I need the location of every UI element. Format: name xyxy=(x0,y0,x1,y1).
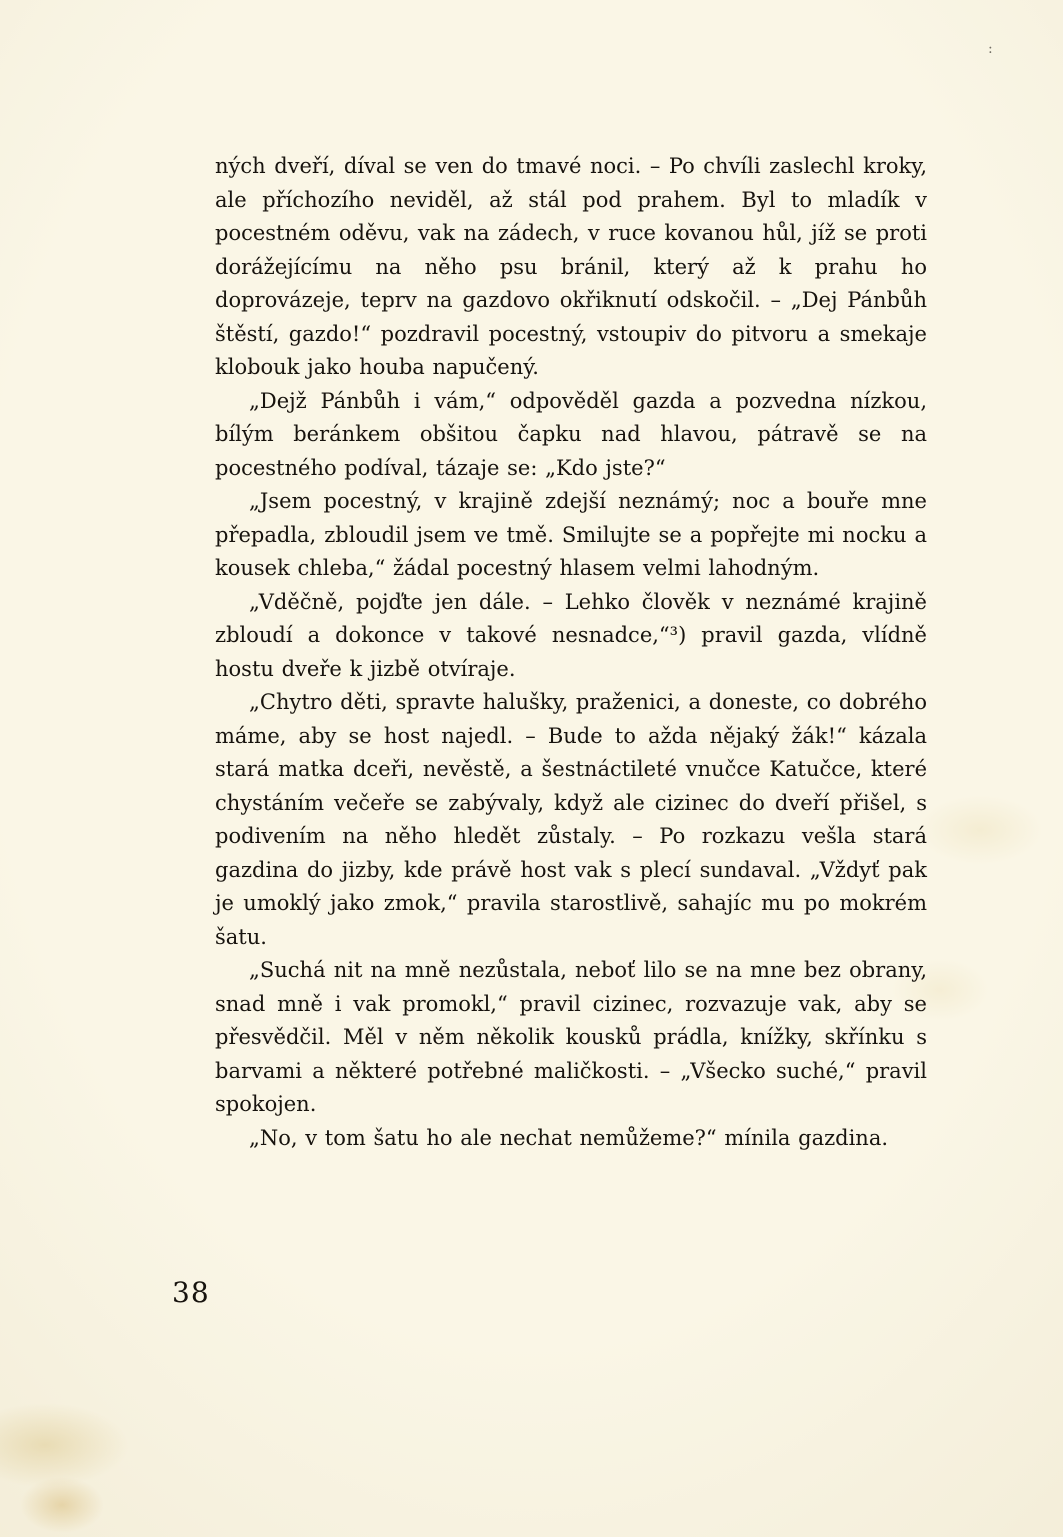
paragraph: ných dveří, díval se ven do tmavé noci. – Po chvíli zaslechl kroky, ale příchozího neviděl, až stál pod prahem. Byl to mladík v pocestném oděvu, vak na zádech, v ruce kovanou hůl, jíž se proti dorážejícímu na něho psu bránil, který až k prahu ho doprovázeje, teprv na gazdovo okřiknutí odskočil. – „Dej Pánbůh štěstí, gazdo!“ pozdravil pocestný, vstoupiv do pitvoru a smekaje klobouk jako houba napučený. xyxy=(215,154,927,379)
paragraph: „Suchá nit na mně nezůstala, neboť lilo se na mne bez obrany, snad mně i vak promokl,“ pravil cizinec, rozvazuje vak, aby se přesvědčil. Měl v něm několik kousků prádla, knížky, skřínku s barvami a některé potřebné maličkosti. – „Všecko suché,“ pravil spokojen. xyxy=(215,958,927,1116)
paragraph: „Dejž Pánbůh i vám,“ odpověděl gazda a pozvedna nízkou, bílým beránkem obšitou čapku nad hlavou, pátravě se na pocestného podíval, tázaje se: „Kdo jste?“ xyxy=(215,388,927,480)
paragraph: „Jsem pocestný, v krajině zdejší neznámý; noc a bouře mne přepadla, zbloudil jsem ve tmě. Smilujte se a popřejte mi nocku a kousek chleba,“ žádal pocestný hlasem velmi lahodným. xyxy=(215,489,927,580)
paragraph: „Vděčně, pojďte jen dále. – Lehko člověk v neznámé krajině zbloudí a dokonce v takové nesnadce,“³) pravil gazda, vlídně hostu dveře k jizbě otvíraje. xyxy=(215,589,927,681)
text-block xyxy=(215,150,927,1155)
scan-artifact: : xyxy=(988,41,993,57)
page-number: 38 xyxy=(172,1276,210,1309)
paragraph: „No, v tom šatu ho ale nechat nemůžeme?“ mínila gazdina. xyxy=(249,1125,889,1150)
paragraph: „Chytro děti, spravte halušky, praženici, a doneste, co dobrého máme, aby se host najedl. – Bude to ažda nějaký žák!“ kázala stará matka dceři, nevěstě, a šestnáctileté vnučce Katučce, které chystáním večeře se zabývaly, když ale cizinec do dveří přišel, s podivením na něho hledět zůstaly. – Po rozkazu vešla stará gazdina do jizby, kde právě host vak s plecí sundaval. „Vždyť pak je umoklý jako zmok,“ pravila starostlivě, sahajíc mu po mokrém šatu. xyxy=(215,690,927,949)
